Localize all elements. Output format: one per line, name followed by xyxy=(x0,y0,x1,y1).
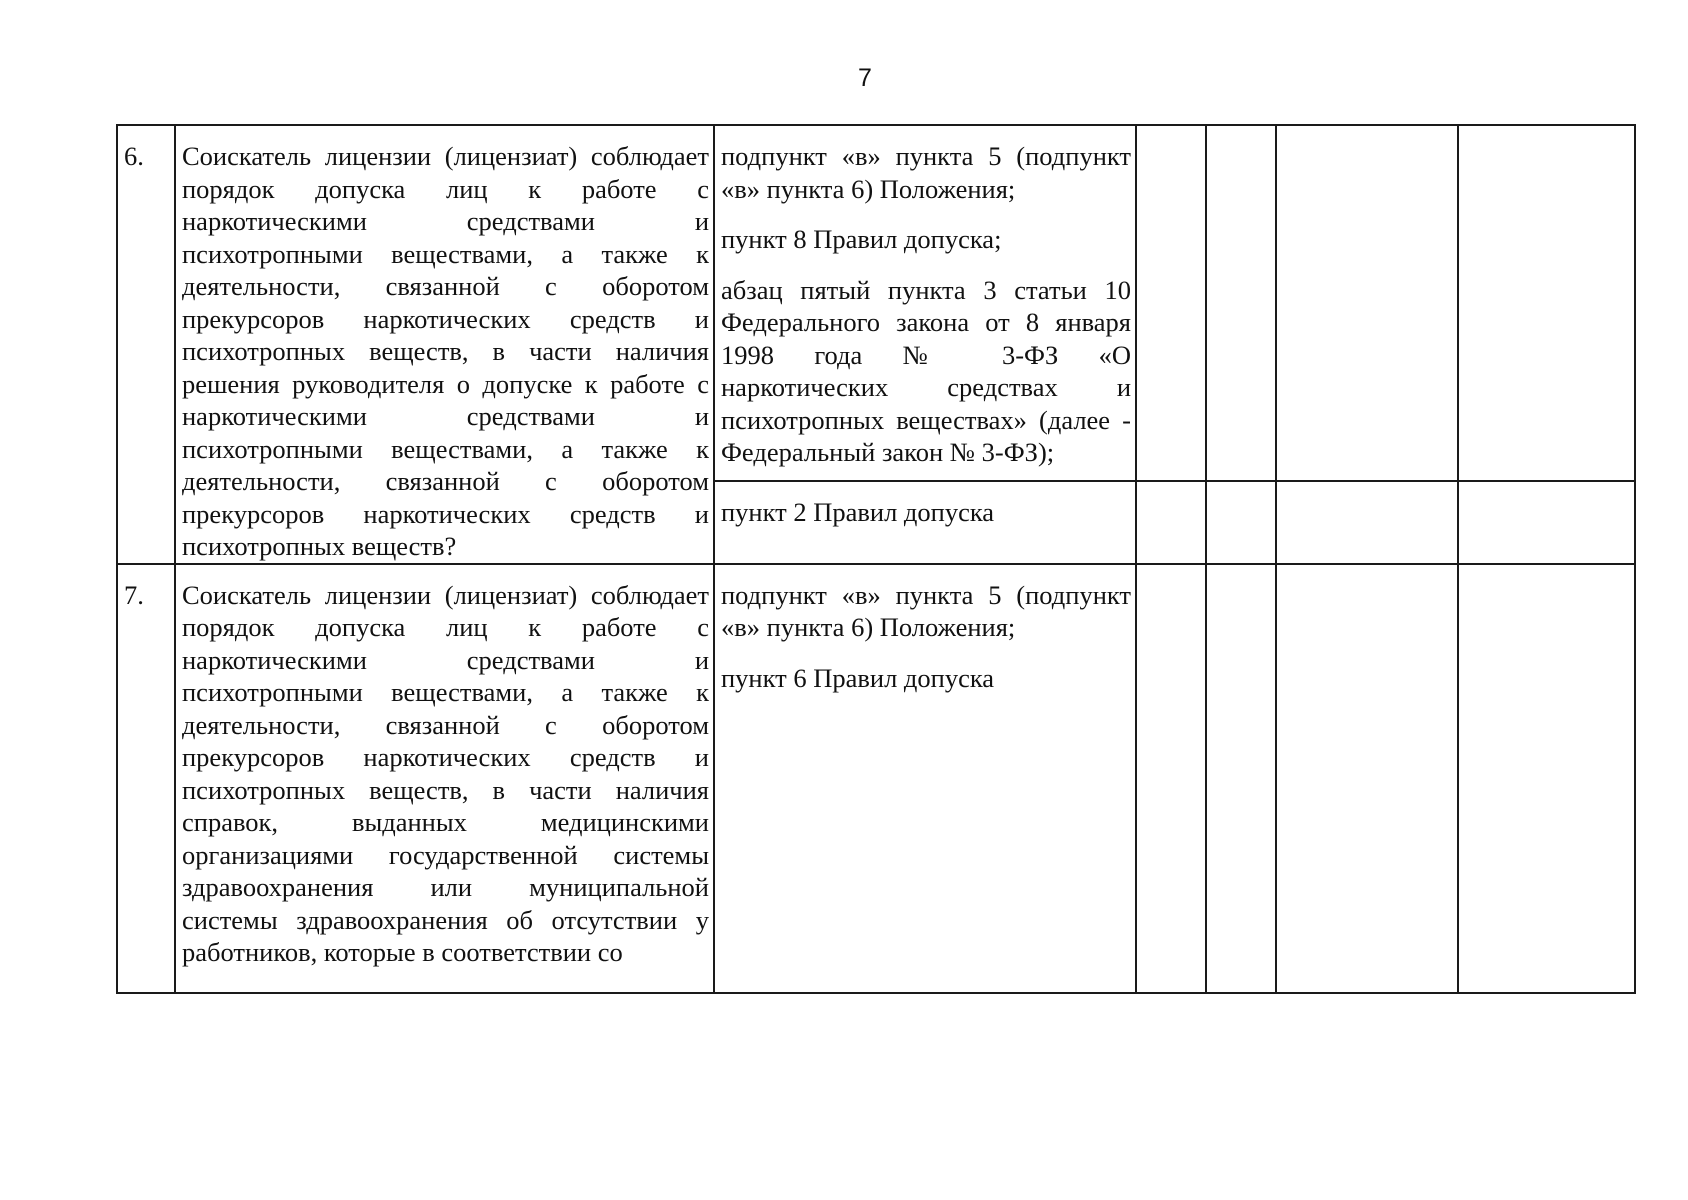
empty-cell xyxy=(1136,481,1206,564)
empty-cell xyxy=(1136,125,1206,481)
question-cell: Соискатель лицензии (лицензиат) соблюдает порядок допуска лиц к работе с наркотическими средствами и психотропными веществами, а также к деятельности, связанной с оборотом прекурсоров наркотических средств и психотропных веществ, в части наличия справок, выданных медицинскими организациями государственной системы здравоохранения или муниципальной системы здравоохранения об отсутствии у работников, которые в соответствии со xyxy=(175,564,714,993)
empty-cell xyxy=(1136,564,1206,993)
empty-cell xyxy=(1458,481,1635,564)
empty-cell xyxy=(1276,481,1458,564)
empty-cell xyxy=(1206,481,1276,564)
reference-cell xyxy=(714,125,1136,481)
row-number: 6. xyxy=(117,125,175,564)
table-row xyxy=(117,564,1635,993)
empty-cell xyxy=(1276,125,1458,481)
reference-cell xyxy=(714,564,1136,993)
reference-item: подпункт «в» пункта 5 (подпункт «в» пункта 6) Положения; xyxy=(721,579,1131,642)
checklist-table xyxy=(116,124,1636,994)
empty-cell xyxy=(1276,564,1458,993)
empty-cell xyxy=(1458,564,1635,993)
reference-cell: пункт 2 Правил допуска xyxy=(714,481,1136,564)
empty-cell xyxy=(1206,125,1276,481)
question-cell: Соискатель лицензии (лицензиат) соблюдает порядок допуска лиц к работе с наркотическими средствами и психотропными веществами, а также к деятельности, связанной с оборотом прекурсоров наркотических средств и психотропных веществ, в части наличия решения руководителя о допуске к работе с наркотическими средствами и психотропными веществами, а также к деятельности, связанной с оборотом прекурсоров наркотических средств и психотропных веществ? xyxy=(175,125,714,564)
page-number: 7 xyxy=(858,64,872,92)
table-row xyxy=(117,125,1635,481)
reference-item: абзац пятый пункта 3 статьи 10 Федерального закона от 8 января 1998 года № 3-ФЗ «О наркотических средствах и психотропных веществах» (далее - Федеральный закон № 3-ФЗ); xyxy=(721,274,1131,467)
reference-item: пункт 6 Правил допуска xyxy=(721,662,995,693)
empty-cell xyxy=(1458,125,1635,481)
reference-item: пункт 8 Правил допуска; xyxy=(721,224,1002,254)
reference-item: подпункт «в» пункта 5 (подпункт «в» пункта 6) Положения; xyxy=(721,141,1131,204)
empty-cell xyxy=(1206,564,1276,993)
row-number: 7. xyxy=(117,564,175,993)
